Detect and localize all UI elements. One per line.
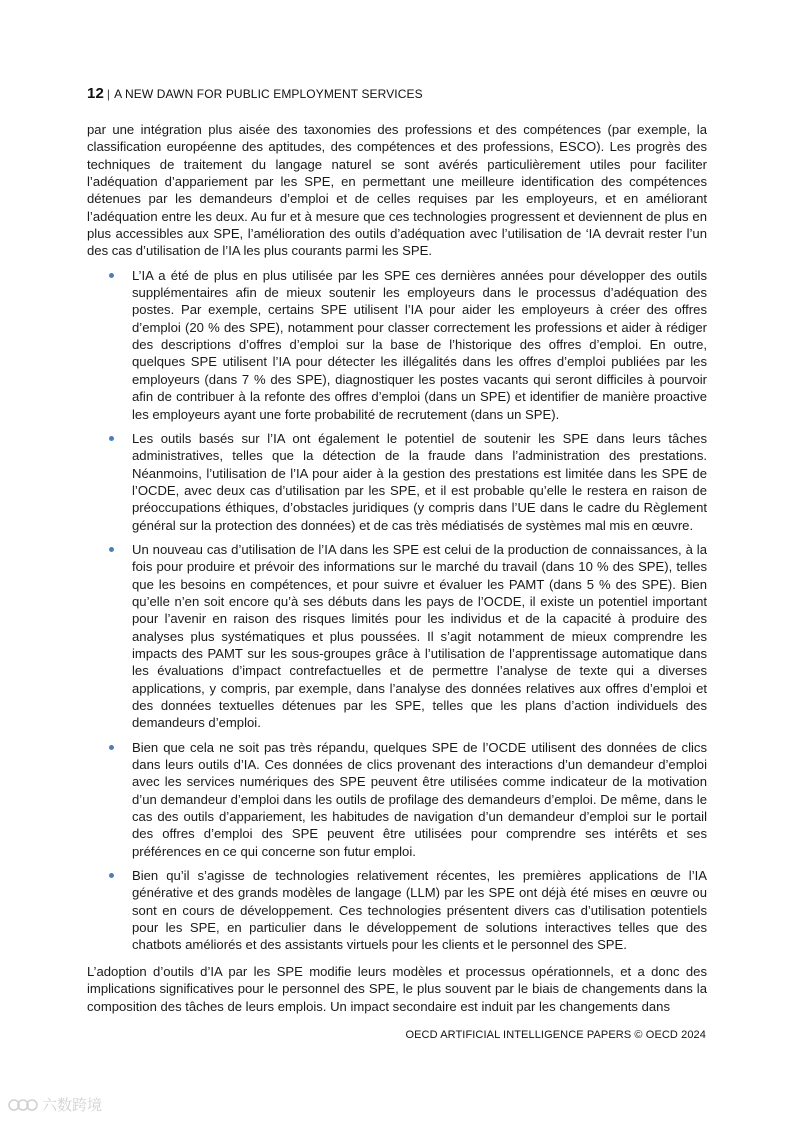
watermark-text: 六数跨境 xyxy=(42,1096,103,1114)
page-number: 12 xyxy=(87,85,104,102)
bullet-dot-icon xyxy=(109,436,114,441)
running-header xyxy=(87,85,423,102)
bullet-text: L’IA a été de plus en plus utilisée par les SPE ces dernières années pour développer des outils supplémentaires afin de mieux soutenir les employeurs dans le processus d’adéquation des postes. Par exemple, certains SPE utilisent l’IA pour aider les employeurs à créer des offres d’emploi (20 % des SPE), notamment pour classer correctement les professions et aider à rédiger des descriptions d’offres d’emploi sur la base de l’historique des offres d’emploi. En outre, quelques SPE utilisent l’IA pour détecter les illégalités dans les offres d’emploi publiées par les employeurs (dans 7 % des SPE), diagnostiquer les postes vacants qui seront difficiles à pourvoir afin de contribuer à la refonte des offres d’emploi (dans un SPE) et identifier de manière proactive les employeurs ayant une forte probabilité de recrutement (dans un SPE). xyxy=(132,267,707,422)
bullet-item xyxy=(87,739,707,860)
body-text xyxy=(87,121,707,1015)
closing-paragraph: L’adoption d’outils d’IA par les SPE modifie leurs modèles et processus opérationnels, et a donc des implications significatives pour le personnel des SPE, le plus souvent par le biais de changements dans la composition des tâches de leurs emplois. Un impact secondaire est induit par les changements dans xyxy=(87,963,707,1014)
bullet-dot-icon xyxy=(109,745,114,750)
bullet-item xyxy=(87,267,707,423)
header-separator: | xyxy=(106,87,111,101)
bullet-text: Bien que cela ne soit pas très répandu, quelques SPE de l’OCDE utilisent des données de clics dans leurs outils d’IA. Ces données de clics provenant des interactions d’un demandeur d’emploi avec les services numériques des SPE peuvent être utilisées comme indicateur de la motivation d’un demandeur d’emploi dans les outils de profilage des demandeurs d’emploi. De même, dans le cas des outils d’appariement, les habitudes de navigation d’un demandeur d’emploi sur le portail des offres d’emploi des SPE peuvent être utilisées pour comprendre ses intérêts et ses préférences en ce qui concerne son futur emploi. xyxy=(132,739,707,859)
bullet-item xyxy=(87,867,707,954)
bullet-list xyxy=(87,267,707,954)
bullet-dot-icon xyxy=(109,547,114,552)
lead-paragraph: par une intégration plus aisée des taxonomies des professions et des compétences (par exemple, la classification européenne des aptitudes, des compétences et des professions, ESCO). Les progrès des techniques de traitement du langage naturel se sont avérés particulièrement utiles pour faciliter l’adéquation d’appariement par les SPE, en permettant une meilleure identification des compétences détenues par les demandeurs d’emploi et de celles requises par les employeurs, et en améliorant l’adéquation entre les deux. Au fur et à mesure que ces technologies progressent et deviennent de plus en plus accessibles aux SPE, l’amélioration des outils d’adéquation avec l’utilisation de ‘IA devrait rester l’un des cas d’utilisation de l’IA les plus courants parmi les SPE. xyxy=(87,122,707,259)
bullet-text: Les outils basés sur l’IA ont également le potentiel de soutenir les SPE dans leurs tâches administratives, telles que la détection de la fraude dans l’administration des prestations. Néanmoins, l’utilisation de l’IA pour aider à la gestion des prestations est limitée dans les SPE de l’OCDE, avec deux cas d’utilisation par les SPE, et il est probable qu’elle le restera en raison de préoccupations éthiques, d’obstacles juridiques (y compris dans l’UE dans le cadre du Règlement général sur la protection des données) et de cas très médiatisés de systèmes mal mis en œuvre. xyxy=(132,430,707,533)
header-title: A NEW DAWN FOR PUBLIC EMPLOYMENT SERVICES xyxy=(114,87,423,101)
bullet-text: Bien qu’il s’agisse de technologies relativement récentes, les premières applications de l’IA générative et des grands modèles de langage (LLM) par les SPE ont déjà été mises en œuvre ou sont en cours de développement. Ces technologies présentent divers cas d’utilisation potentiels pour les SPE, en particulier dans le développement de solutions interactives telles que des chatbots améliorés et des assistants virtuels pour les clients et le personnel des SPE. xyxy=(132,868,707,953)
running-footer: OECD ARTIFICIAL INTELLIGENCE PAPERS © OECD 2024 xyxy=(405,1029,706,1041)
bullet-item xyxy=(87,541,707,732)
bullet-text: Un nouveau cas d’utilisation de l’IA dans les SPE est celui de la production de connaissances, à la fois pour produire et prévoir des informations sur le marché du travail (dans 10 % des SPE), telles que les besoins en compétences, et pour suivre et évaluer les PAMT (dans 5 % des SPE). Bien qu’elle n’en soit encore qu’à ses débuts dans les pays de l’OCDE, il existe un potentiel important pour l’avenir en raison des risques limités pour les individus et de la capacité à produire des analyses plus systématiques et plus poussées. Il s’agit notamment de mieux comprendre les impacts des PAMT sur les sous-groupes grâce à l’utilisation de l’apprentissage automatique dans les évaluations d’impact contrefactuelles et de permettre l’analyse de texte qui a diverses applications, y compris, par exemple, dans l’analyse des données relatives aux offres d’emploi et des données textuelles détenues par les SPE, telles que les plans d’action individuels des demandeurs d’emploi. xyxy=(132,541,707,731)
watermark-logo-icon xyxy=(8,1096,38,1114)
bullet-dot-icon xyxy=(109,873,114,878)
bullet-item xyxy=(87,430,707,534)
watermark xyxy=(8,1094,102,1115)
bullet-dot-icon xyxy=(109,273,114,278)
